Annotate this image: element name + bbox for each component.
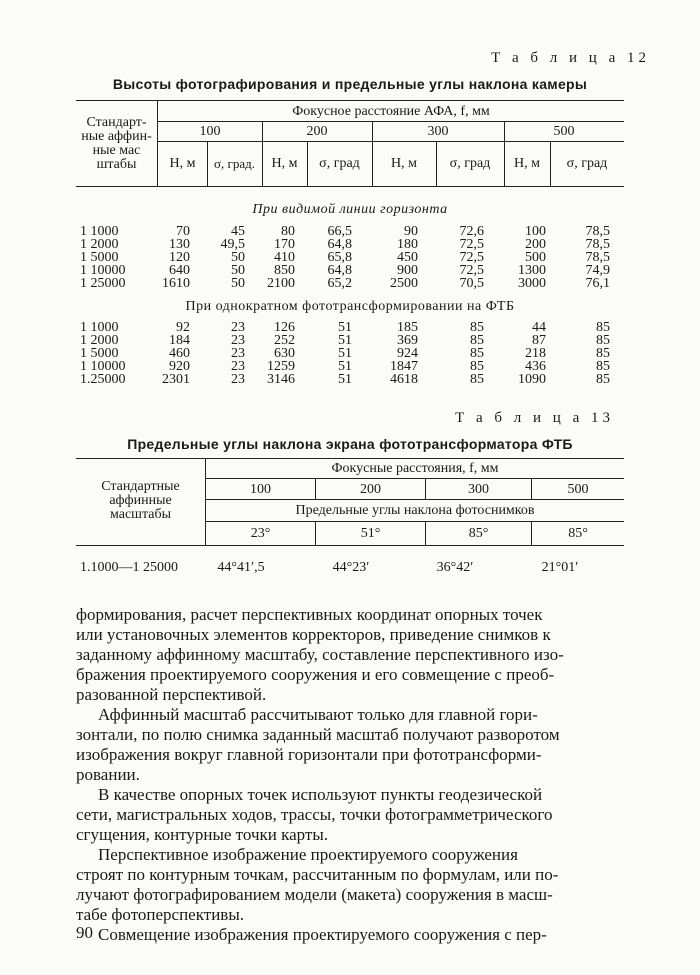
table-13-top-rule <box>76 458 624 459</box>
table-12-s2-column: 92 184 460 920 2301 <box>162 320 190 387</box>
table-13-angle-85: 85° <box>468 526 489 541</box>
table-12-s1-column: 72,6 72,5 72,5 72,5 70,5 <box>459 224 484 291</box>
page-number: 90 <box>76 923 93 942</box>
table-13-focal-500: 500 <box>567 482 589 497</box>
table-12-focal-rule <box>158 121 624 122</box>
table-12-s2-column: 23 23 23 23 23 <box>231 320 245 387</box>
table-13-angle-header: Предельные углы наклона фотоснимков <box>295 503 535 518</box>
table-13-title: Предельные углы наклона экрана фототрансформатора ФТБ <box>127 436 573 452</box>
table-12-h-header: Н, м <box>271 156 298 171</box>
table-13-row-value: 21°01′ <box>541 560 579 575</box>
text-line: ровании. <box>76 765 140 784</box>
table-12-focal-200: 200 <box>306 124 328 139</box>
table-12-h-header: Н, м <box>391 156 417 171</box>
table-12-h-header: Н, м <box>514 156 540 171</box>
table-12-s1-column: 70 130 120 640 1610 <box>162 224 190 291</box>
text-line: заданному аффинному масштабу, составление перспективного изо- <box>76 645 564 664</box>
text-line: табе фотоперспективы. <box>76 905 244 924</box>
table-12-s1-column: 45 49,5 50 50 50 <box>220 224 245 291</box>
table-12-title: Высоты фотографирования и предельные углы наклона камеры <box>112 76 588 92</box>
table-12-stub-header: Стандарт- ные аффин- ные мас штабы <box>81 115 152 172</box>
table-13-angle-85: 85° <box>568 526 588 541</box>
table-13-angle-rule <box>206 521 624 522</box>
text-line: строят по контурным точкам, рассчитанным по формулам, или по- <box>76 865 559 884</box>
text-line: сети, магистральных ходов, трассы, точки фотограмметрического <box>76 805 553 824</box>
table-12-angle-header: σ, град <box>449 156 491 171</box>
text-line: или установочных элементов корректоров, приведение снимков к <box>76 625 551 644</box>
table-12-s1-column: 78,5 78,5 78,5 74,9 76,1 <box>585 224 610 291</box>
table-13-angle-51: 51° <box>360 526 381 541</box>
table-12-sub-rule <box>158 141 624 142</box>
table-12-focal-100: 100 <box>199 124 221 139</box>
text-line: разованной перспективой. <box>76 685 267 704</box>
table-12-s1-column: 80 170 410 850 2100 <box>267 224 295 291</box>
table-12-s2-column: 185 369 924 1847 4618 <box>390 320 418 387</box>
table-13-focal-header: Фокусные расстояния, f, мм <box>331 461 499 476</box>
table-12-top-rule <box>76 100 624 101</box>
table-12-s2-column: 126 252 630 1259 3146 <box>267 320 295 387</box>
table-12-s2-scale-column: 1 1000 1 2000 1 5000 1 10000 1.25000 <box>80 320 126 387</box>
text-line: Аффинный масштаб рассчитывают только для главной гори- <box>98 705 538 724</box>
table-12-h-header: Н, м <box>169 156 196 171</box>
table-12-focal-500: 500 <box>553 124 575 139</box>
text-line: бражения проектируемого сооружения и его совмещение с преоб- <box>76 665 555 684</box>
table-13-focal-200: 200 <box>360 482 381 497</box>
table-12-label: Т а б л и ц а 12 <box>491 50 650 66</box>
table-12-s1-column: 66,5 64,8 65,8 64,8 65,2 <box>327 224 352 291</box>
table-13-label: Т а б л и ц а 13 <box>455 410 614 426</box>
table-12-s1-scale-column: 1 1000 1 2000 1 5000 1 10000 1 25000 <box>80 224 126 291</box>
table-12-angle-header: σ, град <box>319 156 360 171</box>
table-13-row-value: 44°41′,5 <box>217 560 265 575</box>
table-12-s2-column: 85 85 85 85 85 <box>596 320 610 387</box>
table-12-focal-300: 300 <box>427 124 449 139</box>
table-12-s1-column: 90 180 450 900 2500 <box>390 224 418 291</box>
text-line: изображения вокруг главной горизонтали при фототрансформи- <box>76 745 542 764</box>
table-13-focal-300: 300 <box>468 482 489 497</box>
body-text <box>76 605 614 945</box>
table-12-angle-header: σ, град <box>566 156 608 171</box>
text-line: зонтали, по полю снимка заданный масштаб получают разворотом <box>76 725 560 744</box>
table-13-row-scale: 1.1000—1 25000 <box>80 560 178 575</box>
table-12-angle-header: σ, град. <box>214 156 255 171</box>
table-13-focal-100: 100 <box>250 482 271 497</box>
table-12-s2-column: 44 87 218 436 1090 <box>518 320 546 387</box>
table-13-header-bottom-rule <box>76 545 624 546</box>
text-line: В качестве опорных точек используют пункты геодезической <box>98 785 543 804</box>
text-line: лучают фотографированием модели (макета) сооружения в масш- <box>76 885 553 904</box>
table-13-focal-rule <box>206 478 624 479</box>
text-line: Перспективное изображение проектируемого сооружения <box>98 845 518 864</box>
table-12-s2-column: 51 51 51 51 51 <box>338 320 352 387</box>
table-12-s1-column: 100 200 500 1300 3000 <box>518 224 546 291</box>
table-12-section-1-heading: При видимой линии горизонта <box>252 202 448 217</box>
table-13-row-value: 44°23′ <box>332 560 370 575</box>
table-12-focal-header: Фокусное расстояние АФА, f, мм <box>292 104 490 119</box>
text-line: сгущения, контурные точки карты. <box>76 825 329 844</box>
table-13-angle-23: 23° <box>250 526 271 541</box>
table-13-row-value: 36°42′ <box>436 560 474 575</box>
table-12-section-2-heading: При однократном фототрансформировании на ФТБ <box>185 299 515 314</box>
table-12-s2-column: 85 85 85 85 85 <box>470 320 484 387</box>
text-line: Совмещение изображения проектируемого сооружения с пер- <box>98 925 547 944</box>
text-line: формирования, расчет перспективных координат опорных точек <box>76 605 543 624</box>
table-12-header-bottom-rule <box>76 186 624 187</box>
table-13-focal-values-rule <box>206 499 624 500</box>
table-13-stub-header: Стандартные аффинные масштабы <box>101 479 180 522</box>
